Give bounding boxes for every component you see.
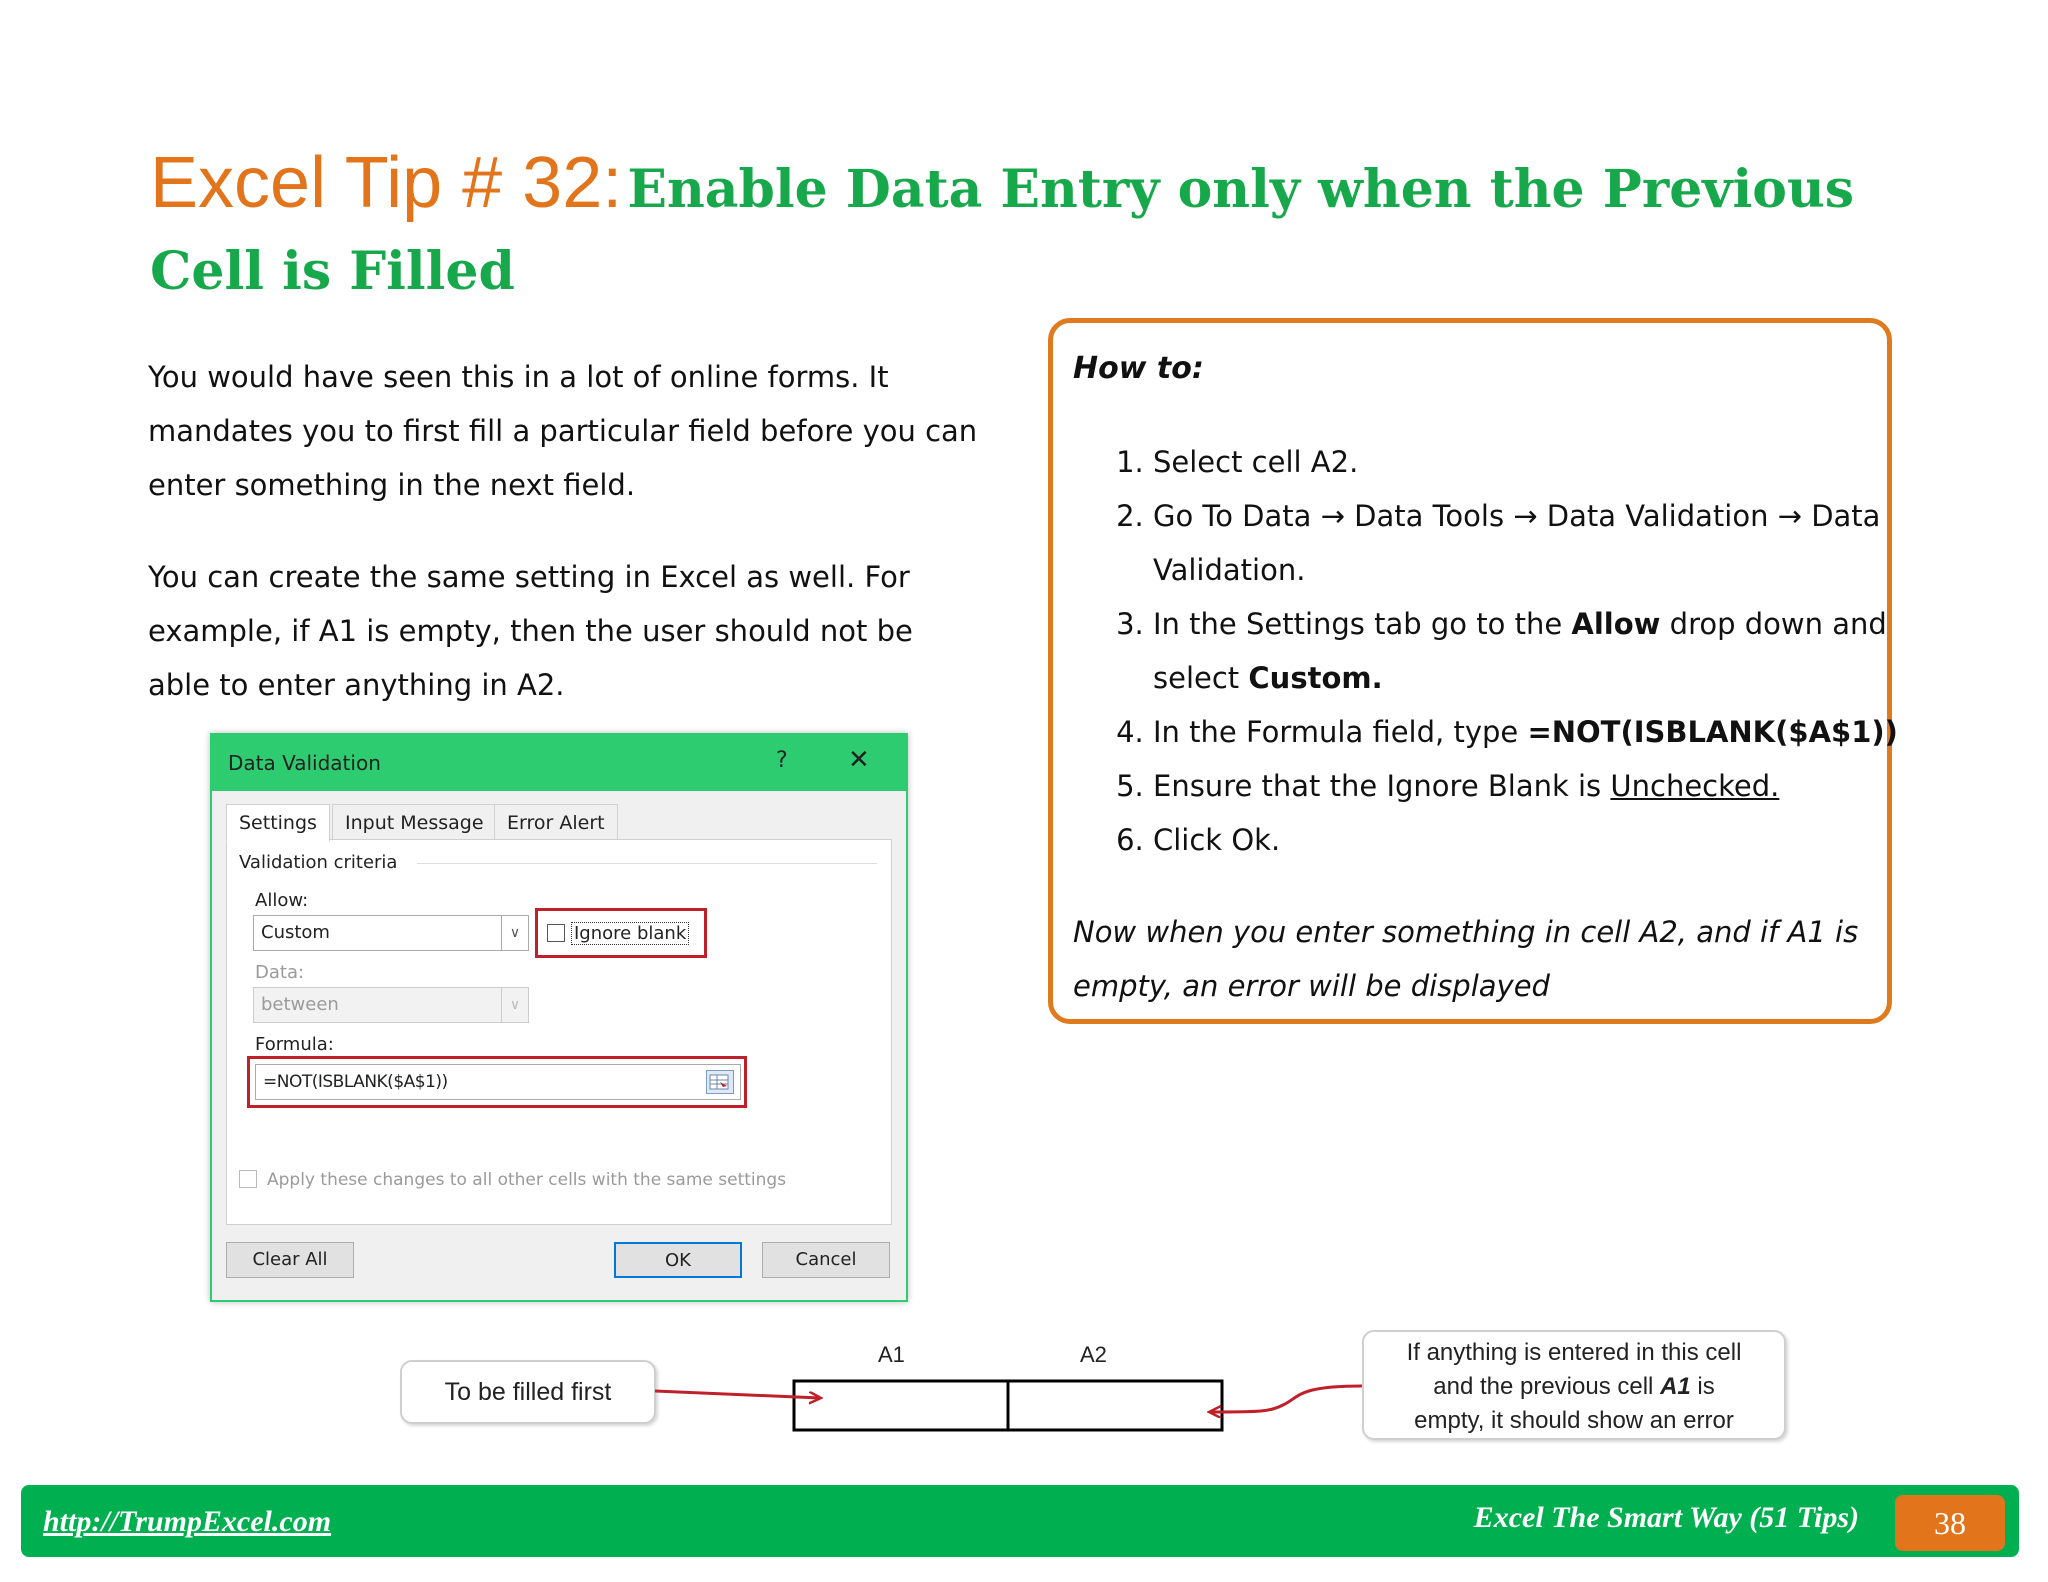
error-note-a1: A1 bbox=[1660, 1373, 1691, 1400]
step-5-text: Ensure that the Ignore Blank is bbox=[1153, 769, 1611, 803]
cell-a2 bbox=[1008, 1381, 1222, 1430]
tab-input-message[interactable]: Input Message bbox=[332, 804, 497, 842]
page-number: 38 bbox=[1895, 1495, 2005, 1551]
step-4-text: In the Formula field, type bbox=[1153, 715, 1528, 749]
step-3-text: In the Settings tab go to the bbox=[1153, 607, 1572, 641]
dialog-title: Data Validation bbox=[228, 751, 381, 775]
cell-a1 bbox=[794, 1381, 1008, 1430]
intro-paragraph-1: You would have seen this in a lot of online forms. It mandates you to first fill a particular field before you can enter something in the next field. bbox=[148, 360, 978, 502]
error-note-line-1: If anything is entered in this cell bbox=[1406, 1339, 1742, 1366]
how-to-heading: How to: bbox=[1073, 351, 1204, 386]
ok-button[interactable]: OK bbox=[614, 1242, 742, 1278]
formula-value: =NOT(ISBLANK($A$1)) bbox=[263, 1072, 448, 1092]
error-note-is: is bbox=[1690, 1373, 1715, 1400]
page-footer bbox=[21, 1485, 2019, 1557]
chevron-down-icon: ∨ bbox=[501, 916, 528, 950]
cancel-button[interactable]: Cancel bbox=[762, 1242, 890, 1278]
tip-number: Excel Tip # 32: bbox=[150, 143, 623, 223]
how-to-note: Now when you enter something in cell A2, and if A1 is empty, an error will be displayed bbox=[1073, 915, 1859, 1003]
intro-paragraph-2: You can create the same setting in Excel as well. For example, if A1 is empty, then the user should not be able to enter anything in A2. bbox=[148, 560, 913, 702]
chevron-down-icon: ∨ bbox=[501, 988, 528, 1022]
allow-label: Allow: bbox=[255, 890, 309, 911]
step-4-formula: =NOT(ISBLANK($A$1)) bbox=[1527, 715, 1898, 749]
error-note-line-2 bbox=[1364, 1370, 1784, 1404]
help-icon[interactable]: ? bbox=[776, 748, 788, 773]
to-be-filled-note: To be filled first bbox=[400, 1360, 656, 1424]
error-note-text: and the previous cell bbox=[1433, 1373, 1661, 1400]
error-note bbox=[1362, 1330, 1786, 1440]
validation-criteria-label: Validation criteria bbox=[239, 852, 398, 873]
site-link[interactable]: http://TrumpExcel.com bbox=[43, 1505, 332, 1538]
cell-a2-label: A2 bbox=[1080, 1342, 1107, 1367]
formula-label: Formula: bbox=[255, 1034, 334, 1055]
allow-value: Custom bbox=[261, 922, 330, 943]
tab-error-alert[interactable]: Error Alert bbox=[494, 804, 618, 842]
apply-all-label: Apply these changes to all other cells with the same settings bbox=[267, 1170, 787, 1190]
tip-title: Enable Data Entry only when the Previous Cell is Filled bbox=[150, 159, 1855, 302]
arrow-to-a2 bbox=[1210, 1386, 1362, 1412]
error-note-line-3: empty, it should show an error bbox=[1414, 1407, 1734, 1434]
tab-settings[interactable]: Settings bbox=[226, 804, 330, 842]
step-5-unchecked: Unchecked. bbox=[1610, 769, 1780, 803]
step-3-allow: Allow bbox=[1571, 607, 1661, 641]
data-value: between bbox=[261, 994, 339, 1015]
step-1: 1. Select cell A2. bbox=[1153, 435, 1913, 489]
book-title: Excel The Smart Way (51 Tips) bbox=[1473, 1501, 1859, 1534]
cell-a1-label: A1 bbox=[878, 1342, 905, 1367]
data-label: Data: bbox=[255, 962, 305, 983]
step-3-mid: drop down and select bbox=[1153, 607, 1887, 695]
step-6: 6. Click Ok. bbox=[1153, 813, 1913, 867]
ignore-blank-label[interactable]: Ignore blank bbox=[571, 922, 689, 945]
step-2: 2. Go To Data → Data Tools → Data Validation → Data Validation. bbox=[1153, 489, 1913, 597]
step-3-custom: Custom. bbox=[1248, 661, 1383, 695]
close-icon[interactable]: ✕ bbox=[848, 745, 870, 775]
clear-all-button[interactable]: Clear All bbox=[226, 1242, 354, 1278]
